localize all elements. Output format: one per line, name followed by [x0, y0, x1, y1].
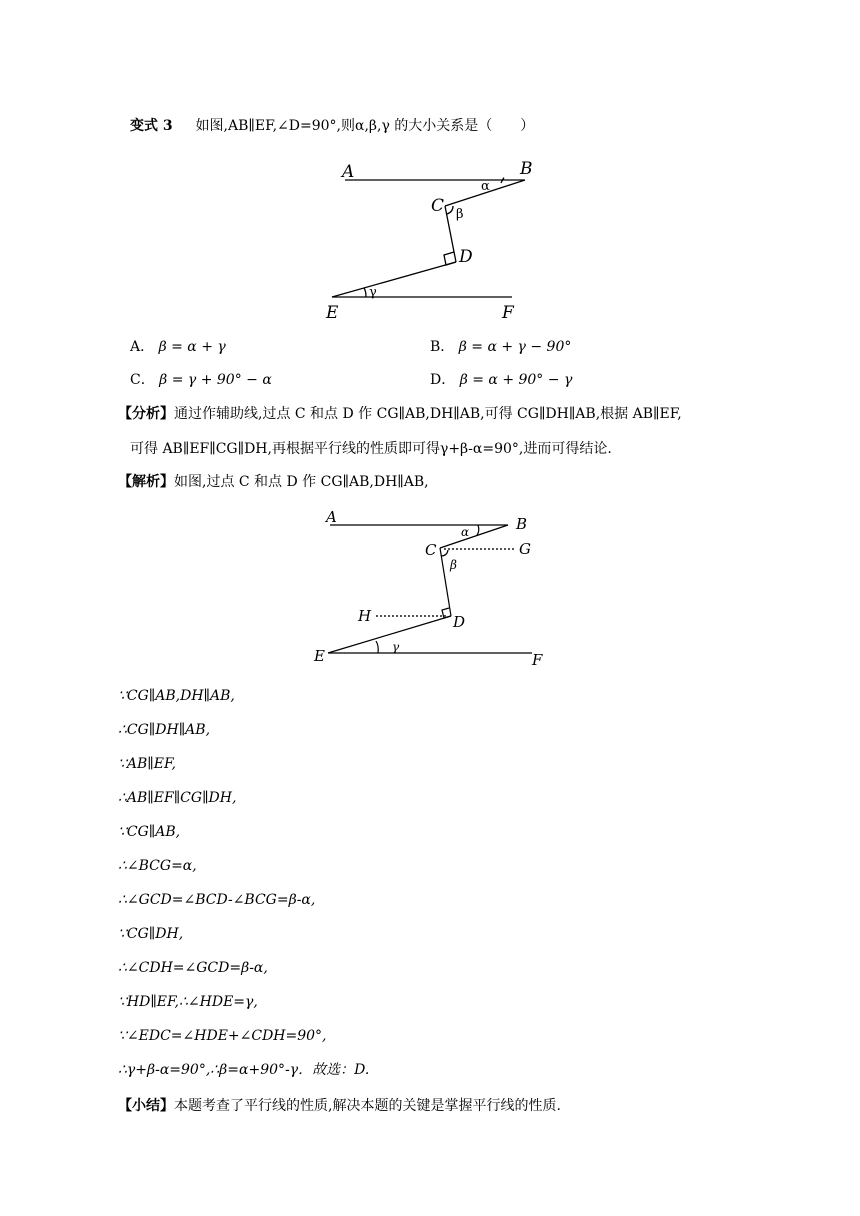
analysis-line-1	[118, 404, 682, 424]
solution-intro-text: 如图,过点 C 和点 D 作 CG∥AB,DH∥AB,	[174, 474, 429, 490]
label-beta: β	[450, 558, 457, 572]
step-2: ∴CG∥DH∥AB,	[118, 722, 211, 738]
label-h: H	[358, 607, 372, 625]
analysis-line-2	[130, 439, 612, 459]
line-de	[328, 616, 451, 653]
label-d: D	[453, 613, 466, 631]
step-1: ∵CG∥AB,DH∥AB,	[118, 688, 235, 704]
analysis-text-1: 通过作辅助线,过点 C 和点 D 作 CG∥AB,DH∥AB,可得 CG∥DH∥AB,根据 AB∥EF,	[174, 406, 682, 422]
angle-gamma-arc	[376, 641, 378, 653]
option-a-letter: A．	[130, 339, 155, 355]
step-11: ∵∠EDC=∠HDE+∠CDH=90°,	[118, 1028, 327, 1044]
option-c[interactable]	[130, 370, 272, 390]
angle-gamma-arc	[364, 288, 366, 297]
analysis-text-2: 可得 AB∥EF∥CG∥DH,再根据平行线的性质即可得γ+β-α=90°,进而可得结论.	[130, 441, 612, 457]
question-text: 如图,AB∥EF,∠D=90°,则α,β,γ 的大小关系是（ ）	[195, 118, 535, 134]
step-3: ∵AB∥EF,	[118, 756, 176, 772]
label-a: A	[326, 508, 337, 526]
option-b-letter: B．	[430, 339, 455, 355]
solution-intro	[118, 472, 429, 492]
option-d[interactable]	[430, 370, 572, 390]
summary	[118, 1096, 561, 1116]
label-c: C	[431, 196, 445, 216]
label-alpha: α	[461, 525, 470, 539]
figure-2	[310, 503, 560, 673]
label-a: A	[342, 162, 355, 182]
label-alpha: α	[481, 179, 490, 194]
option-b[interactable]	[430, 337, 571, 357]
option-a[interactable]	[130, 337, 226, 357]
step-9: ∴∠CDH=∠GCD=β-α,	[118, 960, 268, 976]
label-d: D	[459, 247, 473, 267]
step-8: ∵CG∥DH,	[118, 926, 184, 942]
step-4: ∴AB∥EF∥CG∥DH,	[118, 790, 237, 806]
step-12: ∴γ+β-α=90°,∴β=α+90°-γ．故选：D.	[118, 1062, 370, 1078]
step-7: ∴∠GCD=∠BCD-∠BCG=β-α,	[118, 892, 316, 908]
label-b: B	[520, 159, 533, 179]
angle-beta-arc	[441, 550, 448, 556]
step-6: ∴∠BCG=α,	[118, 858, 197, 874]
label-e: E	[314, 647, 325, 665]
question-stem	[130, 116, 534, 136]
option-a-expr: β = α + γ	[158, 339, 226, 355]
summary-tag: 【小结】	[118, 1098, 174, 1114]
label-e: E	[326, 303, 339, 323]
label-f: F	[502, 303, 514, 323]
label-c: C	[425, 541, 437, 559]
option-c-letter: C．	[130, 372, 155, 388]
option-d-letter: D．	[430, 372, 456, 388]
option-c-expr: β = γ + 90° − α	[159, 372, 272, 388]
summary-text: 本题考查了平行线的性质,解决本题的关键是掌握平行线的性质.	[174, 1098, 561, 1114]
line-de	[332, 262, 456, 297]
option-d-expr: β = α + 90° − γ	[459, 372, 573, 388]
step-10: ∵HD∥EF,∴∠HDE=γ,	[118, 994, 258, 1010]
label-b: B	[516, 515, 528, 533]
label-f: F	[532, 651, 543, 669]
label-g: G	[519, 540, 531, 558]
line-bc	[440, 525, 508, 548]
angle-beta-arc	[447, 206, 453, 214]
analysis-tag: 【分析】	[118, 406, 174, 422]
figure-1	[320, 150, 540, 325]
label-gamma: γ	[392, 640, 400, 654]
option-b-expr: β = α + γ − 90°	[458, 339, 572, 355]
angle-alpha-arc	[477, 525, 479, 535]
solution-tag: 【解析】	[118, 474, 174, 490]
label-beta: β	[456, 207, 464, 222]
step-5: ∵CG∥AB,	[118, 824, 181, 840]
question-label: 变式 3	[130, 118, 173, 134]
label-gamma: γ	[369, 285, 377, 300]
